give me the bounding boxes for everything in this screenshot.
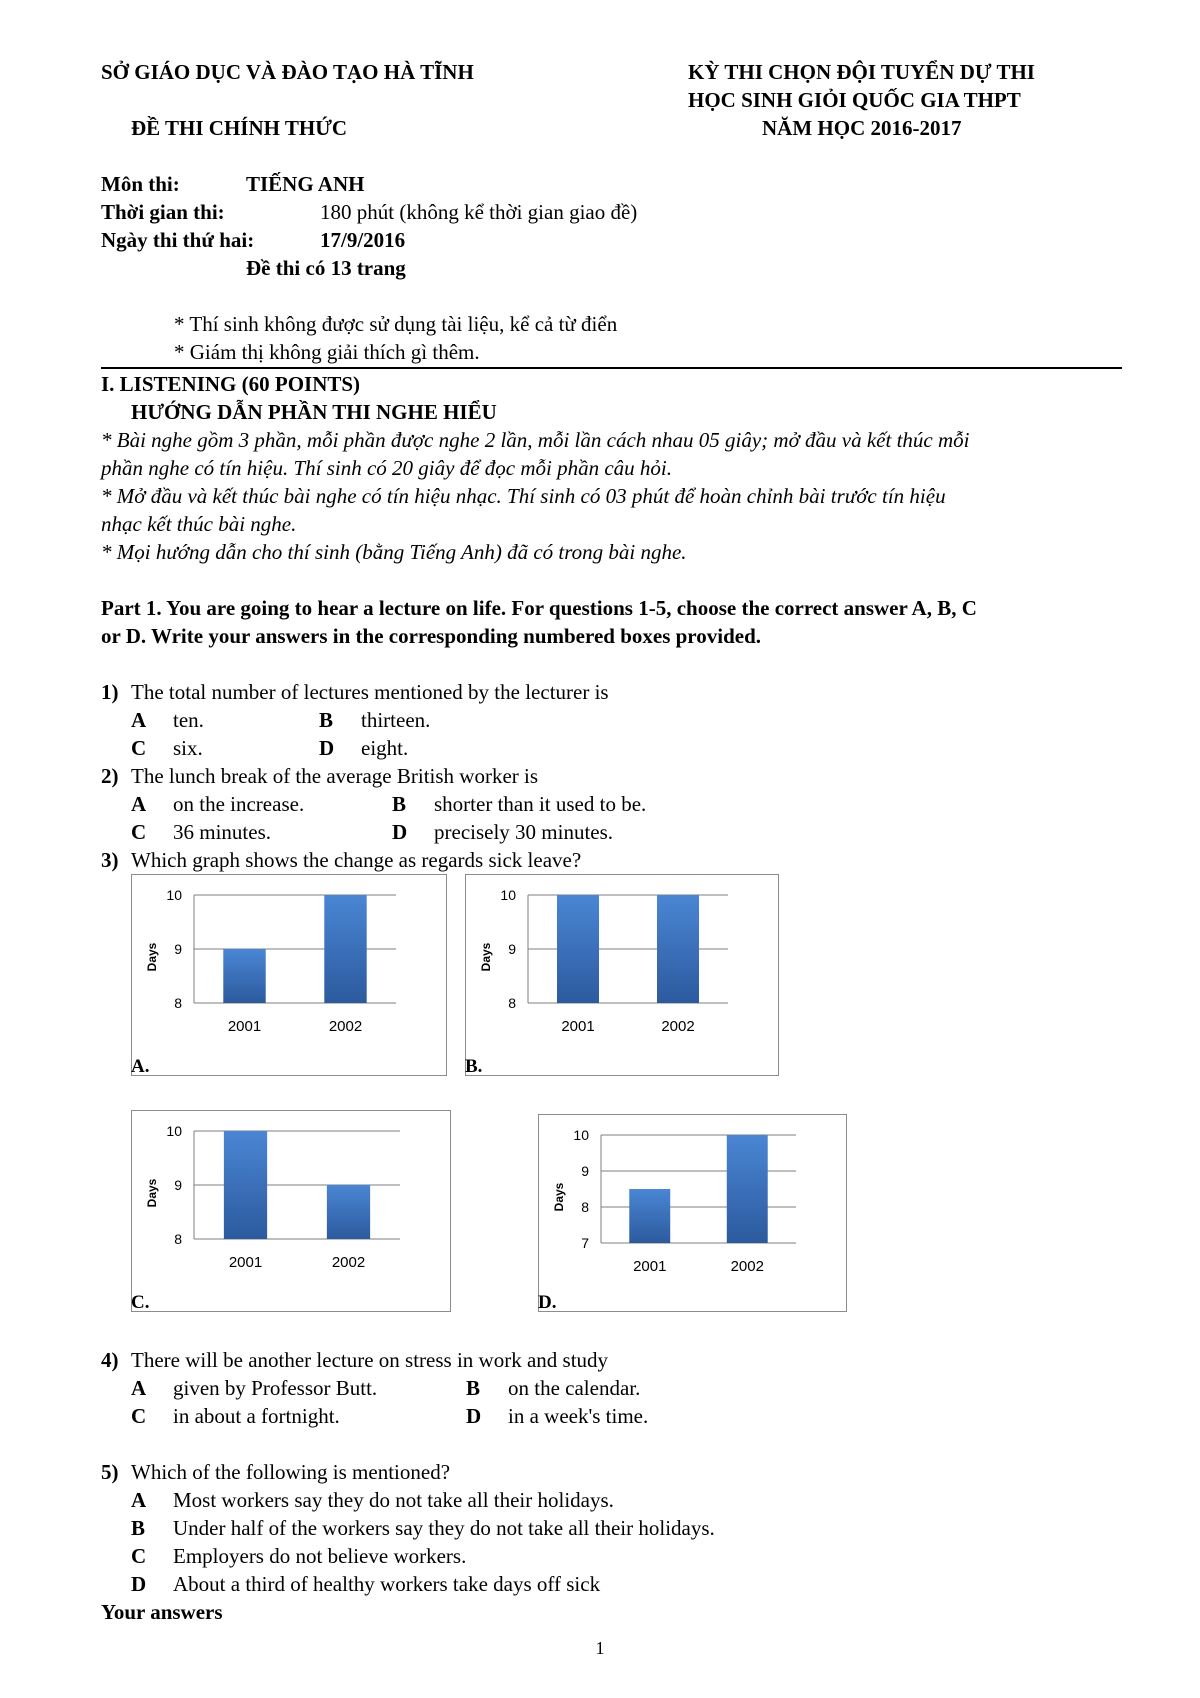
graph-d-caption: D. [538,1292,557,1313]
x-tick-label: 2002 [730,1258,764,1275]
option-text[interactable]: Employers do not believe workers. [173,1544,467,1568]
option-letter: C [131,1544,147,1568]
x-tick-label: 2002 [331,1254,366,1271]
bar [557,895,599,1003]
department-name: SỞ GIÁO DỤC VÀ ĐÀO TẠO HÀ TĨNH [101,60,474,84]
graph-c-svg [132,1111,450,1311]
option-text[interactable]: thirteen. [361,708,431,732]
option-text[interactable]: in about a fortnight. [173,1404,340,1428]
x-tick-label: 2001 [561,1018,595,1035]
option-text[interactable]: Under half of the workers say they do not take all their holidays. [173,1516,715,1540]
bar [327,1185,370,1239]
question-number: 3) [101,848,119,872]
time-label: Thời gian thi: [101,200,225,224]
divider [101,367,1122,369]
date-value: 17/9/2016 [320,228,406,252]
guide-line: * Mọi hướng dẫn cho thí sinh (bằng Tiếng Anh) đã có trong bài nghe. [101,540,687,564]
question-number: 4) [101,1348,119,1372]
graph-c[interactable] [131,1110,451,1312]
y-axis-label: Days [145,1178,159,1208]
graph-a-caption: A. [131,1056,150,1077]
option-text[interactable]: 36 minutes. [173,820,271,844]
note-no-explanation: * Giám thị không giải thích gì thêm. [174,340,480,364]
option-text[interactable]: on the increase. [173,792,305,816]
bar [727,1135,768,1243]
option-letter: A [131,1488,147,1512]
option-letter: A [131,1376,147,1400]
page-number: 1 [595,1638,605,1658]
y-tick-label: 9 [174,1177,182,1193]
exam-title-line1: KỲ THI CHỌN ĐỘI TUYỂN DỰ THI [688,60,1035,84]
graph-b-caption: B. [465,1056,483,1077]
guide-line: phần nghe có tín hiệu. Thí sinh có 20 giây để đọc mỗi phần câu hỏi. [101,456,673,480]
graph-c-caption: C. [131,1292,150,1313]
y-tick-label: 9 [508,941,516,957]
y-axis-label: Days [552,1182,566,1212]
question-text: The lunch break of the average British worker is [131,764,539,788]
graph-d[interactable] [538,1114,847,1312]
question-number: 1) [101,680,119,704]
graph-b-svg [466,875,778,1075]
official-exam-label: ĐỀ THI CHÍNH THỨC [131,116,348,140]
subject-value: TIẾNG ANH [246,172,365,196]
section-title: I. LISTENING (60 POINTS) [101,372,361,396]
question-text: There will be another lecture on stress in work and study [131,1348,609,1372]
y-tick-label: 8 [508,995,516,1011]
bar [223,949,265,1003]
y-axis-label: Days [479,942,493,972]
guide-line: * Mở đầu và kết thúc bài nghe có tín hiệu nhạc. Thí sinh có 03 phút để hoàn chỉnh bài trước tín hiệu [101,484,946,508]
option-letter: C [131,820,147,844]
question-number: 2) [101,764,119,788]
option-text[interactable]: six. [173,736,203,760]
note-no-materials: * Thí sinh không được sử dụng tài liệu, kể cả từ điển [174,312,618,336]
y-tick-label: 7 [581,1235,589,1251]
option-letter: D [131,1572,147,1596]
y-tick-label: 9 [174,941,182,957]
option-letter: A [131,792,147,816]
option-letter: B [392,792,407,816]
part1-instruction: or D. Write your answers in the corresponding numbered boxes provided. [101,624,762,648]
guide-line: nhạc kết thúc bài nghe. [101,512,297,536]
option-text[interactable]: precisely 30 minutes. [434,820,614,844]
question-number: 5) [101,1460,119,1484]
school-year: NĂM HỌC 2016-2017 [762,116,962,140]
answers-label: Your answers [101,1600,223,1624]
x-tick-label: 2002 [328,1018,363,1035]
x-tick-label: 2002 [661,1018,695,1035]
question-text: The total number of lectures mentioned by the lecturer is [131,680,609,704]
page-count: Đề thi có 13 trang [246,256,406,280]
bar [324,895,366,1003]
graph-a[interactable] [131,874,447,1076]
option-text[interactable]: ten. [173,708,204,732]
option-letter: B [131,1516,146,1540]
option-text[interactable]: eight. [361,736,409,760]
option-letter: B [466,1376,481,1400]
question-text: Which graph shows the change as regards sick leave? [131,848,582,872]
option-letter: D [392,820,408,844]
y-axis-label: Days [145,942,159,972]
option-letter: A [131,708,147,732]
option-letter: D [319,736,335,760]
y-tick-label: 8 [581,1199,589,1215]
option-text[interactable]: Most workers say they do not take all their holidays. [173,1488,614,1512]
part1-instruction: Part 1. You are going to hear a lecture on life. For questions 1-5, choose the correct answer A, B, C [101,596,977,620]
y-tick-label: 10 [500,887,516,903]
bar [657,895,699,1003]
guide-title: HƯỚNG DẪN PHẦN THI NGHE HIỂU [131,400,497,424]
y-tick-label: 8 [174,1231,182,1247]
option-letter: D [466,1404,482,1428]
time-value: 180 phút (không kể thời gian giao đề) [320,200,638,224]
graph-a-svg [132,875,446,1075]
graph-b[interactable] [465,874,779,1076]
option-text[interactable]: About a third of healthy workers take days off sick [173,1572,601,1596]
bar [224,1131,267,1239]
date-label: Ngày thi thứ hai: [101,228,255,252]
x-tick-label: 2001 [227,1018,262,1035]
option-letter: C [131,736,147,760]
graph-d-svg [539,1115,846,1311]
option-text[interactable]: in a week's time. [508,1404,649,1428]
x-tick-label: 2001 [228,1254,263,1271]
y-tick-label: 10 [166,1123,182,1139]
question-text: Which of the following is mentioned? [131,1460,451,1484]
x-tick-label: 2001 [633,1258,667,1275]
y-tick-label: 8 [174,995,182,1011]
y-tick-label: 10 [573,1127,589,1143]
bar [629,1189,670,1243]
option-text[interactable]: on the calendar. [508,1376,641,1400]
subject-label: Môn thi: [101,172,180,196]
y-tick-label: 9 [581,1163,589,1179]
option-text[interactable]: given by Professor Butt. [173,1376,378,1400]
guide-line: * Bài nghe gồm 3 phần, mỗi phần được nghe 2 lần, mỗi lần cách nhau 05 giây; mở đầu và kết thúc mỗi [101,428,970,452]
y-tick-label: 10 [166,887,182,903]
exam-title-line2: HỌC SINH GIỎI QUỐC GIA THPT [688,88,1021,112]
option-text[interactable]: shorter than it used to be. [434,792,647,816]
option-letter: C [131,1404,147,1428]
option-letter: B [319,708,334,732]
